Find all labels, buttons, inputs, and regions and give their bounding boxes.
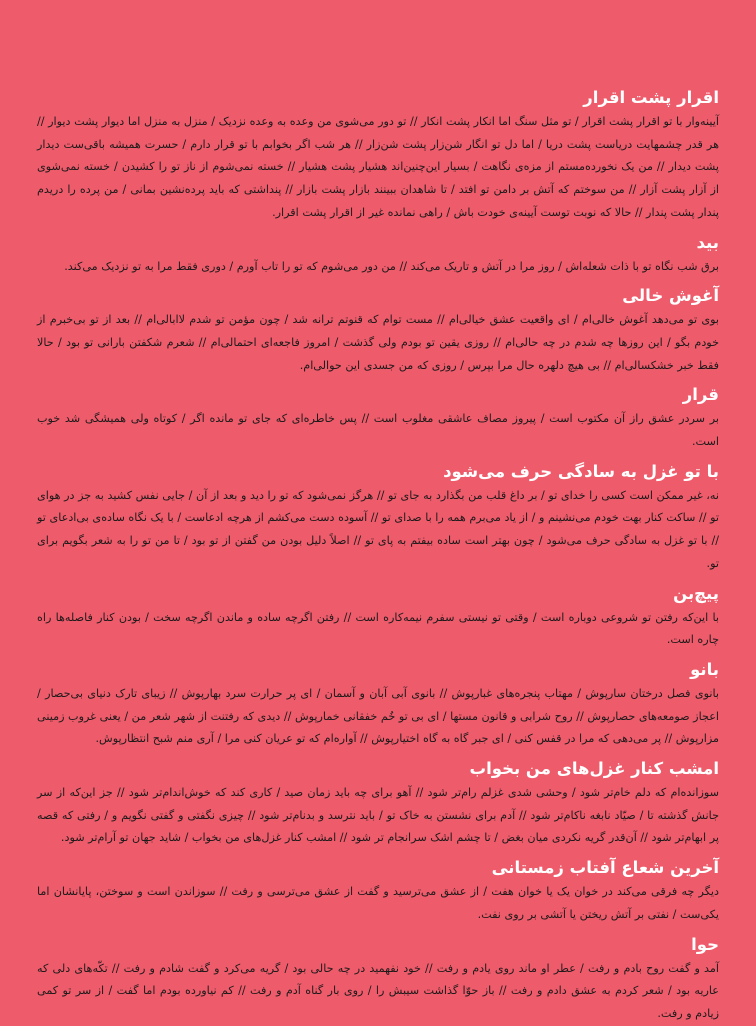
poem-text: آمد و گفت روح بادم و رفت / عطر او ماند روی یادم و رفت // خود نفهمید در چه حالی بود / گریه می‌کرد و گفت شادم و رفت // تکّه‌های دلی که عاریه بود / شعر کردم به عشق دادم و رفت // باز حوّا گذاشت سیبش را / روی بار گناه آدم و رفت // کم نیاورده بودم اما گفت / از سر تو کمی زیادم و رفت. xyxy=(37,961,719,1020)
poem-title: اقرار پشت اقرار xyxy=(583,88,719,107)
poem-title: بید xyxy=(696,232,719,252)
poem-title: امشب کنار غزل‌های من بخواب xyxy=(469,759,719,779)
poem-text: برق شب نگاه تو با ذات شعله‌اش / روز مرا در آتش و تاریک می‌کند // من دور می‌شوم که تو را تاب آورم / دوری فقط مرا به تو نزدیک می‌کند. xyxy=(64,259,719,273)
poem-title: آخرین شعاع آفتاب زمستانی xyxy=(491,858,719,878)
poem-section xyxy=(37,282,719,377)
poem-section xyxy=(37,458,719,576)
poem-text: بوی تو می‌دهد آغوش خالی‌ام / ای واقعیت عشق خیالی‌ام // مست توام که قنوتم ترانه شد / چون مؤمن تو شدم لاابالی‌ام // بعد از تو بی‌خبرم از خودم بگو / این روزها چه شدم در چه حالی‌ام // روزی یقین تو بودم ولی گذشت / امروز فاجعه‌ای احتمالی‌ام // شعرم شکفتن بارانی تو بود / حالا فقط خبر خشکسالی‌ام // بی هیچ دلهره حال مرا بپرس / روزی که من جسدی این حوالی‌ام. xyxy=(37,313,719,372)
poem-title: با تو غزل به سادگی حرف می‌شود xyxy=(443,461,719,481)
poem-section xyxy=(37,931,719,1026)
poem-text: نه، غیر ممکن است کسی را خدای تو / بر داغ قلب من بگذارد به جای تو // هرگز نمی‌شود که تو را دید و بعد از آن / جایی نفس کشید به جز در هوای تو // ساکت کنار بهت خودم می‌نشینم و / از یاد می‌برم همه را با صدای تو // آسوده دست می‌کشم از هرچه ادعاست / با یک نگاه ساده‌ی بی‌ادعای تو // با تو غزل به سادگی حرف می‌شود / چون بهتر است ساده بیفتم به پای تو // اصلاً دلیل بودن من گفتن از تو بود / تا من تو را به شعر بگویم برای تو. xyxy=(37,488,719,570)
poem-title: حوا xyxy=(691,934,719,954)
poem-text: بر سردر عشق راز آن مکتوب است / پیروز مصاف عاشقی مغلوب است // پس خاطره‌ای که جای تو مانده اگر / کوتاه ولی همیشگی شد خوب است. xyxy=(37,412,719,449)
poem-text: سوزانده‌ام که دلم خام‌تر شود / وحشی شدی غزلم رام‌تر شود // آهو برای چه باید زمان صید / کاری کند که خوش‌اندام‌تر شود // جز این‌که از سر جانش گذشته تا / صیّاد نابغه ناکام‌تر شود // آدم برای نشستن به خاک تو / باید نترسد و بدنام‌تر شود // چیزی نگفتی و گفتی نگویم و / رفتی که قصه پر ابهام‌تر شود // آن‌قدر گریه نکردی میان بغض / تا چشم اشک سرانجام تر شود // امشب کنار غزل‌های من بخواب / شاید جهان تو آرام‌تر شود. xyxy=(37,786,719,845)
poem-section xyxy=(37,580,719,652)
poem-text: با این‌که رفتن تو شروعی دوباره است / وقتی تو نیستی سفرم نیمه‌کاره است // رفتن اگرچه ساده و ماندن اگرچه سخت / بودن کنار فاصله‌ها راه چاره است. xyxy=(37,610,719,647)
poem-section xyxy=(37,755,719,850)
poem-title: بانو xyxy=(690,659,719,679)
poem-title: پیچ‌بن xyxy=(673,583,719,603)
poem-section xyxy=(37,854,719,926)
poem-text: بانوی فصل درختان سارپوش / مهتاب پنجره‌های غبارپوش // بانوی آبی آبان و آسمان / ای پر حرارت سرد بهارپوش // زیبای تارک دنیای بی‌حصار / اعجاز صومعه‌های حصارپوش // روح شرابی و قانون مستها / ای بی تو خُم خفقانی خمارپوش // دیدی که رفتنت از شهر شعر من / یعنی غروب زمینی مزارپوش // پر می‌دهی که مرا در قفس کنی / ای جبر گاه به گاه اختیارپوش // آواره‌ام که تو عریان کنی مرا / آری منم شبح انتظارپوش. xyxy=(37,686,719,746)
poem-section xyxy=(37,656,719,751)
poem-section xyxy=(37,381,719,453)
poem-text: آیینه‌وار با تو اقرار پشت اقرار / تو مثل سنگ اما انکار پشت انکار // تو دور می‌شوی من وعده به وعده نزدیک / منزل به منزل اما دیوار پشت دیوار // هر قدر چشمهایت دریاست پشت دریا / اما دل تو انگار شن‌زار پشت شن‌زار // هر شب اگر بخوابم با تو قرار دارم / حسرت همیشه باقی‌ست دیدار پشت دیدار // من یک نخورده‌مستم از مزه‌ی نگاهت / بسیار این‌چنین‌اند هشیار پشت هشیار // خسته نمی‌شوم از ناز تو را کشیدن / خسته نمی‌شوی از آزار پشت آزار // من سوختم که آتش بر دامن تو افتد / تا شاهدان ببینند بازار پشت بازار // پنداشتی که باید پرده‌نشین بمانی / من پرده را دریدم پندار پشت پندار // حالا که نوبت توست آیینه‌ی خودت باش / راهی نمانده غیر از اقرار پشت اقرار. xyxy=(37,115,719,219)
poem-title: آغوش خالی xyxy=(622,286,719,306)
poem-text: دیگر چه فرقی می‌کند در خوان یک یا خوان هفت / از عشق می‌ترسید و گفت از عشق می‌ترسی و رفت // سوزاندن است و سوختن، پایانشان اما یکی‌ست / نفتی بر آتش ریختن یا آتشی بر روی نفت. xyxy=(37,885,719,921)
poem-section xyxy=(37,229,719,279)
poem-title: قرار xyxy=(682,385,719,405)
poem-section xyxy=(37,84,719,225)
